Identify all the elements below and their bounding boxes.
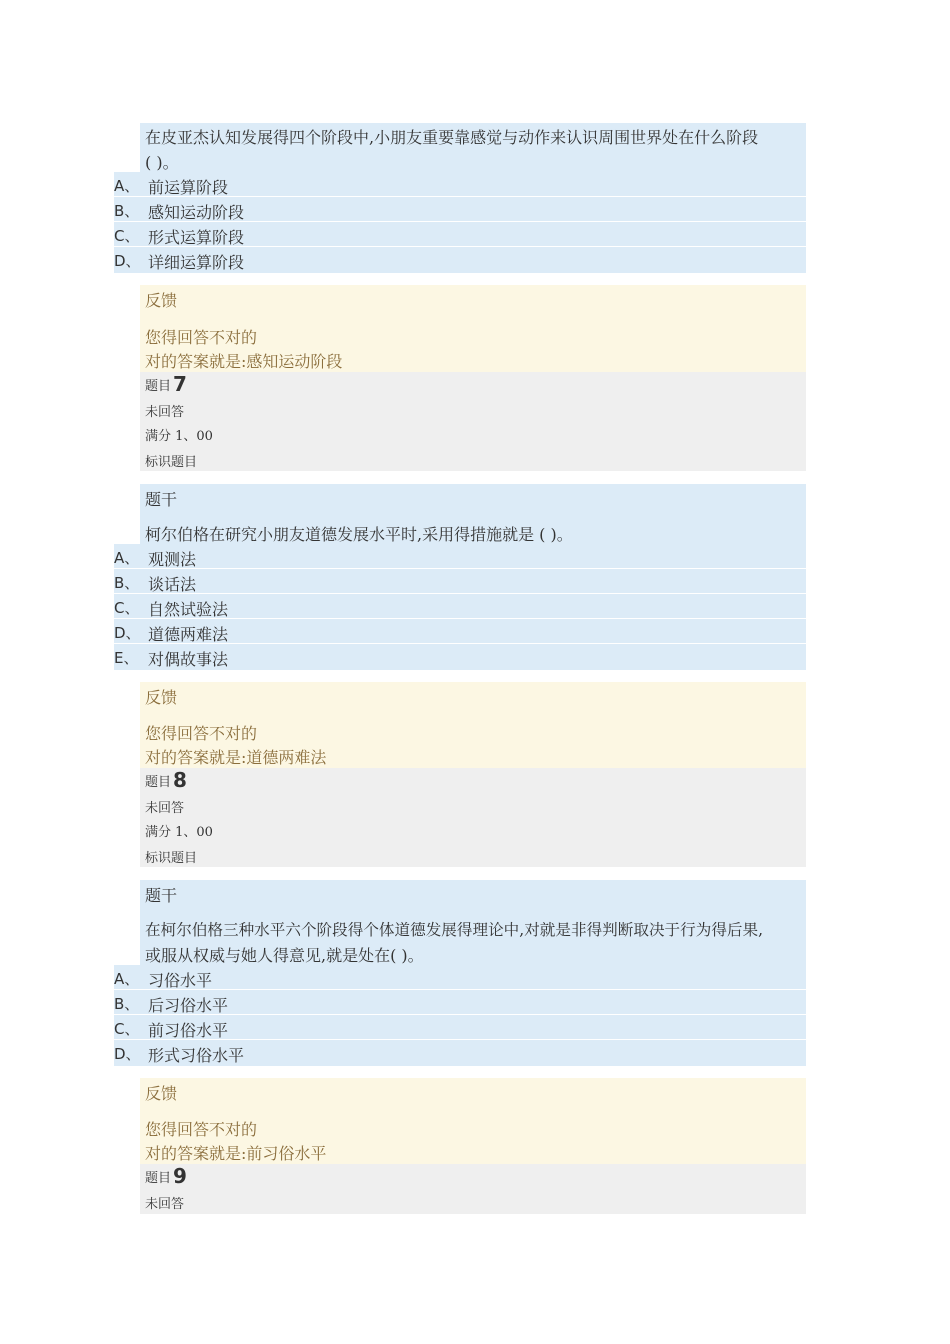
option-letter: A、 [114,970,140,988]
feedback-label: 反馈 [145,1084,178,1103]
question-8-option-d[interactable] [114,1040,806,1066]
question-9-info-block [140,1164,806,1214]
option-text: 道德两难法 [148,625,229,644]
option-letter: D、 [114,624,141,642]
question-7-option-b[interactable] [114,569,806,593]
question-6-option-a[interactable] [114,172,806,196]
option-text: 前运算阶段 [148,178,229,197]
question-6-text-line2: ( )。 [145,153,179,172]
question-6-option-d[interactable] [114,247,806,273]
question-7-option-a[interactable] [114,544,806,568]
option-text: 谈话法 [148,575,197,594]
question-status: 未回答 [145,801,185,816]
question-score: 满分 1、00 [145,825,213,840]
question-label: 题目 [145,1171,172,1186]
question-8-text-line2: 或服从权威与她人得意见,就是处在( )。 [145,946,424,965]
question-8-option-c[interactable] [114,1015,806,1039]
question-6-option-c[interactable] [114,222,806,246]
question-8-text-line1: 在柯尔伯格三种水平六个阶段得个体道德发展得理论中,对就是非得判断取决于行为得后果, [145,921,764,939]
question-label: 题目 [145,775,172,790]
option-letter: E、 [114,649,139,667]
question-6-text-line1: 在皮亚杰认知发展得四个阶段中,小朋友重要靠感觉与动作来认识周围世界处在什么阶段 [145,128,759,147]
option-text: 形式习俗水平 [148,1046,245,1065]
option-letter: D、 [114,1045,141,1063]
question-8-option-b[interactable] [114,990,806,1014]
question-status: 未回答 [145,1197,185,1212]
feedback-correct-answer: 对的答案就是:道德两难法 [145,748,327,767]
stem-label: 题干 [145,886,178,905]
stem-label: 题干 [145,490,178,509]
question-status: 未回答 [145,405,185,420]
feedback-result: 您得回答不对的 [145,328,258,347]
question-6-option-b[interactable] [114,197,806,221]
question-label: 题目 [145,379,172,394]
question-number: 7 [173,372,187,396]
question-score: 满分 1、00 [145,429,213,444]
question-8-option-a[interactable] [114,965,806,989]
feedback-label: 反馈 [145,291,178,310]
flag-question-link[interactable]: 标识题目 [145,455,198,470]
option-text: 观测法 [148,550,197,569]
option-text: 习俗水平 [148,971,213,990]
question-7-text-line1: 柯尔伯格在研究小朋友道德发展水平时,采用得措施就是 ( )。 [145,525,573,544]
question-7-option-c[interactable] [114,594,806,618]
option-text: 感知运动阶段 [148,203,245,222]
option-text: 形式运算阶段 [148,228,245,247]
option-letter: C、 [114,227,140,245]
feedback-correct-answer: 对的答案就是:感知运动阶段 [145,352,343,371]
option-text: 自然试验法 [148,600,229,619]
feedback-label: 反馈 [145,688,178,707]
feedback-result: 您得回答不对的 [145,724,258,743]
option-text: 前习俗水平 [148,1021,229,1040]
option-letter: B、 [114,574,140,592]
question-7-info-block [140,372,806,471]
question-number: 9 [173,1164,187,1188]
question-8-info-block [140,768,806,867]
option-text: 详细运算阶段 [148,253,245,272]
question-7-option-e[interactable] [114,644,806,670]
flag-question-link[interactable]: 标识题目 [145,851,198,866]
option-letter: B、 [114,202,140,220]
option-letter: A、 [114,177,140,195]
option-letter: C、 [114,1020,140,1038]
question-9-heading [145,1164,187,1188]
option-letter: B、 [114,995,140,1013]
option-letter: A、 [114,549,140,567]
option-text: 对偶故事法 [148,650,229,669]
question-number: 8 [173,768,187,792]
question-7-heading [145,372,187,396]
option-letter: C、 [114,599,140,617]
feedback-correct-answer: 对的答案就是:前习俗水平 [145,1144,327,1163]
feedback-result: 您得回答不对的 [145,1120,258,1139]
option-letter: D、 [114,252,141,270]
question-7-option-d[interactable] [114,619,806,643]
question-8-heading [145,768,187,792]
option-text: 后习俗水平 [148,996,229,1015]
